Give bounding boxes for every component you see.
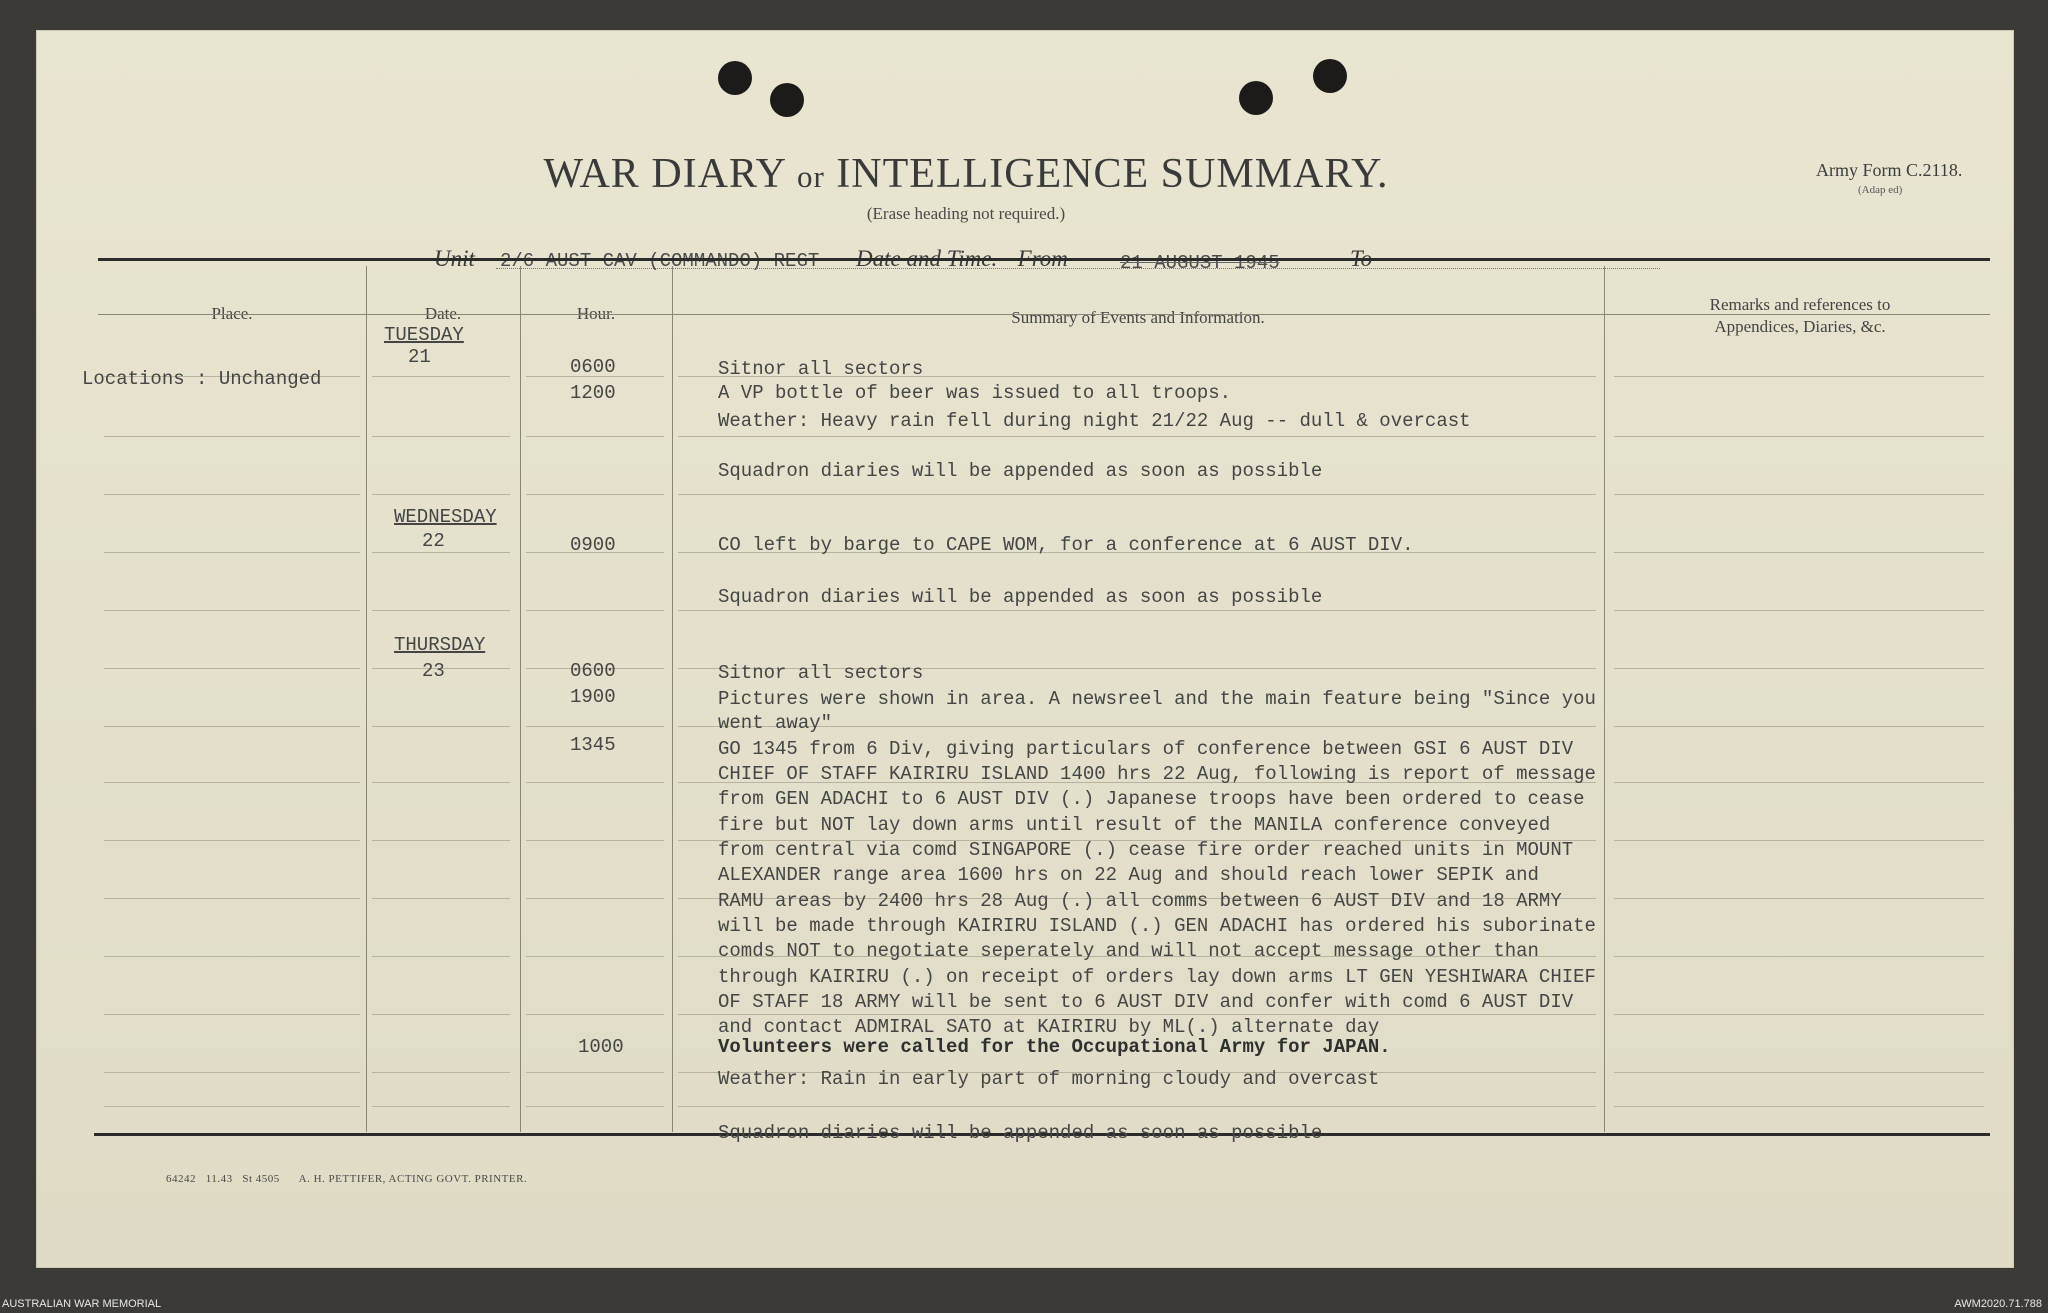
army-form-number: Army Form C.2118. [1816, 160, 1963, 180]
punch-hole [1239, 81, 1273, 115]
date-number: 21 [408, 346, 431, 368]
summary-line: from GEN ADACHI to 6 AUST DIV (.) Japanese troops have been ordered to cease [718, 788, 1585, 810]
ruled-line [678, 1106, 1596, 1107]
ruled-line [1614, 956, 1984, 957]
date-day: WEDNESDAY [394, 506, 497, 528]
column-divider [366, 266, 367, 1132]
summary-line: CHIEF OF STAFF KAIRIRU ISLAND 1400 hrs 22 Aug, following is report of message [718, 763, 1596, 785]
ruled-line [526, 494, 664, 495]
ruled-line [526, 1106, 664, 1107]
date-day: TUESDAY [384, 324, 464, 346]
summary-line: Squadron diaries will be appended as soon as possible [718, 1122, 1323, 1144]
summary-line: Sitnor all sectors [718, 662, 924, 684]
ruled-line [104, 436, 360, 437]
date-to-label: To [1350, 246, 1373, 271]
ruled-line [1614, 840, 1984, 841]
ruled-line [1614, 552, 1984, 553]
ruled-line [372, 956, 510, 957]
ruled-line [372, 782, 510, 783]
summary-line: comds NOT to negotiate seperately and will not accept message other than [718, 940, 1539, 962]
place-entry: Locations : Unchanged [82, 368, 322, 390]
ruled-line [1614, 1072, 1984, 1073]
summary-line: through KAIRIRU (.) on receipt of orders lay down arms LT GEN YESHIWARA CHIEF [718, 966, 1596, 988]
ruled-line [526, 956, 664, 957]
ruled-line [372, 552, 510, 553]
ruled-line [526, 1014, 664, 1015]
ruled-line [678, 610, 1596, 611]
summary-line: Squadron diaries will be appended as soon as possible [718, 586, 1323, 608]
summary-line: Pictures were shown in area. A newsreel and the main feature being "Since you [718, 688, 1596, 710]
summary-line: Weather: Heavy rain fell during night 21/22 Aug -- dull & overcast [718, 410, 1471, 432]
watermark-right: AWM2020.71.788 [1954, 1298, 2042, 1310]
ruled-line [1614, 668, 1984, 669]
summary-line: ALEXANDER range area 1600 hrs on 22 Aug and should reach lower SEPIK and [718, 864, 1539, 886]
hour-entry: 1345 [570, 734, 616, 756]
column-divider [672, 266, 673, 1132]
ruled-line [678, 494, 1596, 495]
hour-entry: 1900 [570, 686, 616, 708]
ruled-line [104, 494, 360, 495]
punch-hole [1313, 59, 1347, 93]
ruled-line [1614, 782, 1984, 783]
ruled-line [678, 1014, 1596, 1015]
summary-line: GO 1345 from 6 Div, giving particulars of conference between GSI 6 AUST DIV [718, 738, 1574, 760]
date-time-label: Date and Time.—From [856, 246, 1068, 271]
ruled-line [372, 376, 510, 377]
date-number: 23 [422, 660, 445, 682]
ruled-line [526, 782, 664, 783]
ruled-line [104, 668, 360, 669]
hour-entry: 0900 [570, 534, 616, 556]
unit-label: Unit [434, 246, 475, 271]
ruled-line [526, 726, 664, 727]
ruled-line [372, 1014, 510, 1015]
ruled-line [1614, 898, 1984, 899]
hour-entry: 0600 [570, 660, 616, 682]
date-from-value: 21 AUGUST 1945 [1120, 252, 1280, 274]
ruled-line [104, 1014, 360, 1015]
watermark-left: AUSTRALIAN WAR MEMORIAL [2, 1298, 162, 1310]
ruled-line [1614, 726, 1984, 727]
ruled-line [104, 1106, 360, 1107]
ruled-line [372, 436, 510, 437]
summary-line: fire but NOT lay down arms until result of the MANILA conference conveyed [718, 814, 1551, 836]
hour-entry: 1000 [578, 1036, 624, 1058]
ruled-line [372, 1106, 510, 1107]
ruled-line [104, 782, 360, 783]
ruled-line [104, 610, 360, 611]
ruled-line [104, 956, 360, 957]
summary-line: went away" [718, 712, 833, 734]
column-header-summary: Summary of Events and Information. [1011, 308, 1265, 327]
ruled-line [678, 436, 1596, 437]
unit-value: 2/6 AUST CAV (COMMANDO) REGT [500, 250, 820, 272]
ruled-line [526, 610, 664, 611]
summary-line: Squadron diaries will be appended as soon as possible [718, 460, 1323, 482]
header-rule [98, 314, 1990, 315]
summary-line: CO left by barge to CAPE WOM, for a conference at 6 AUST DIV. [718, 534, 1414, 556]
summary-line: Volunteers were called for the Occupational Army for JAPAN. [718, 1036, 1391, 1058]
ruled-line [104, 898, 360, 899]
ruled-line [104, 840, 360, 841]
page-subtitle: (Erase heading not required.) [866, 204, 1066, 223]
ruled-line [372, 1072, 510, 1073]
ruled-line [1614, 494, 1984, 495]
column-header-place: Place. [211, 304, 253, 323]
ruled-line [1614, 436, 1984, 437]
ruled-line [104, 726, 360, 727]
date-day: THURSDAY [394, 634, 486, 656]
punch-hole [718, 61, 752, 95]
summary-line: from central via comd SINGAPORE (.) cease fire order reached units in MOUNT [718, 839, 1574, 861]
punch-hole [770, 83, 804, 117]
ruled-line [372, 610, 510, 611]
column-divider [1604, 266, 1605, 1132]
ruled-line [372, 898, 510, 899]
ruled-line [1614, 610, 1984, 611]
column-divider [520, 266, 521, 1132]
ruled-line [372, 726, 510, 727]
summary-line: RAMU areas by 2400 hrs 28 Aug (.) all comms between 6 AUST DIV and 18 ARMY [718, 890, 1562, 912]
summary-line: A VP bottle of beer was issued to all troops. [718, 382, 1232, 404]
army-form-adapted: (Adap ed) [1858, 184, 1903, 196]
column-header-remarks: Remarks and references to Appendices, Diaries, &c. [1709, 295, 1891, 336]
summary-line: OF STAFF 18 ARMY will be sent to 6 AUST DIV and confer with comd 6 AUST DIV [718, 991, 1574, 1013]
ruled-line [1614, 376, 1984, 377]
ruled-line [526, 1072, 664, 1073]
ruled-line [1614, 1014, 1984, 1015]
ruled-line [526, 436, 664, 437]
printer-imprint: 64242 11.43 St 4505 A. H. PETTIFER, ACTING GOVT. PRINTER. [166, 1173, 528, 1185]
ruled-line [372, 494, 510, 495]
summary-line: Weather: Rain in early part of morning cloudy and overcast [718, 1068, 1380, 1090]
column-header-hour: Hour. [576, 304, 616, 323]
table-top-rule [98, 258, 1990, 261]
ruled-line [104, 552, 360, 553]
hour-entry: 0600 [570, 356, 616, 378]
date-number: 22 [422, 530, 445, 552]
summary-line: and contact ADMIRAL SATO at KAIRIRU by ML(.) alternate day [718, 1016, 1380, 1038]
ruled-line [1614, 1106, 1984, 1107]
summary-line: will be made through KAIRIRU ISLAND (.) GEN ADACHI has ordered his suborinate [718, 915, 1596, 937]
hour-entry: 1200 [570, 382, 616, 404]
ruled-line [526, 840, 664, 841]
column-header-date: Date. [424, 304, 462, 323]
ruled-line [526, 898, 664, 899]
war-diary-page [36, 30, 2014, 1268]
ruled-line [104, 1072, 360, 1073]
summary-line: Sitnor all sectors [718, 358, 924, 380]
page-title: WAR DIARY or INTELLIGENCE SUMMARY. [543, 151, 1389, 197]
ruled-line [372, 840, 510, 841]
